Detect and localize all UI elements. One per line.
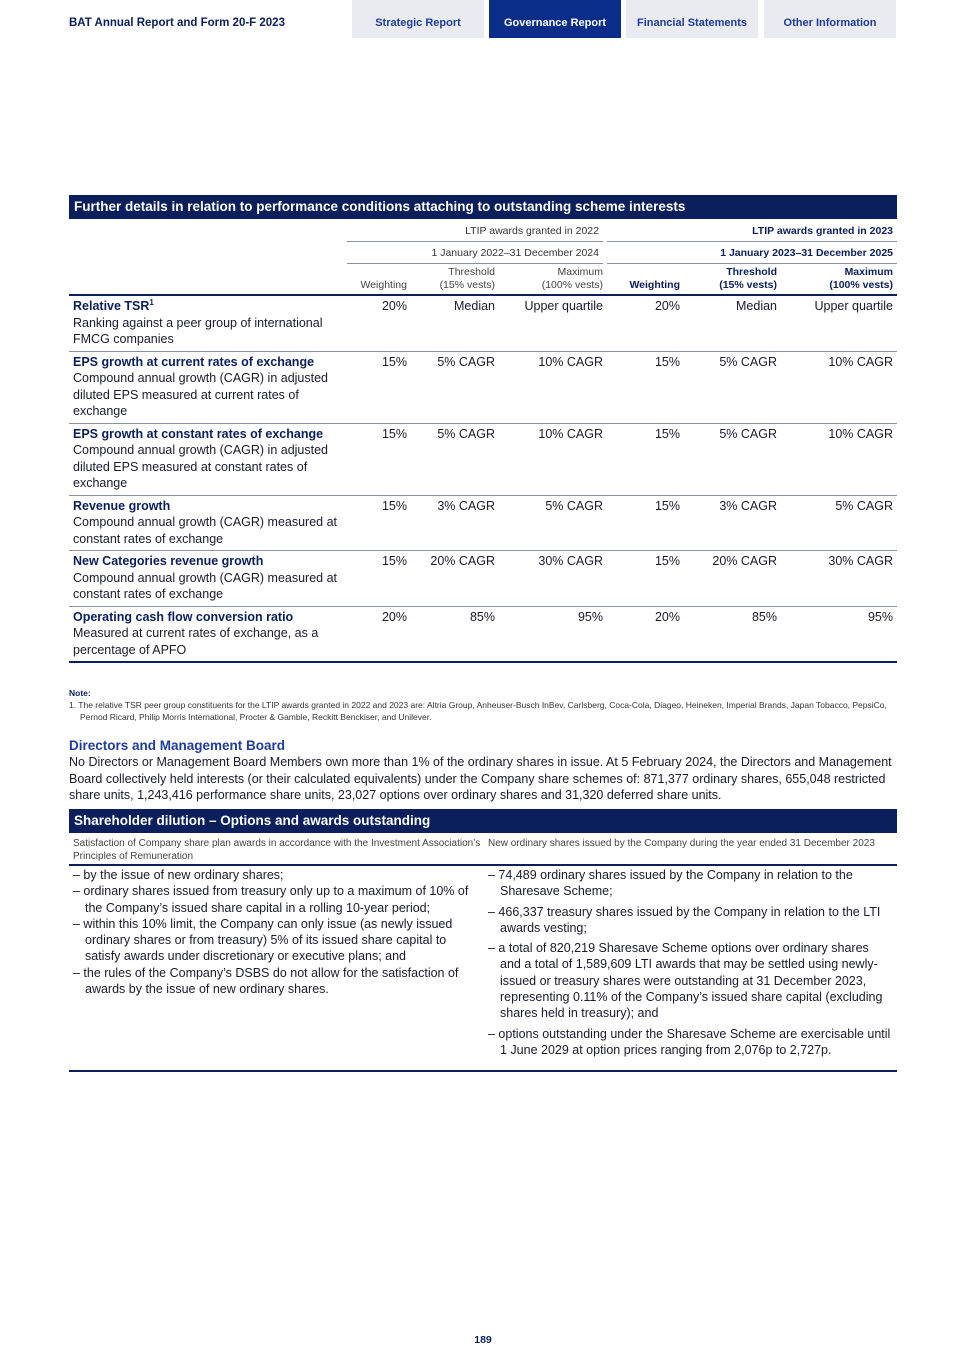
row-title <box>73 298 344 315</box>
col-threshold-2022 <box>407 266 495 292</box>
cell-weighting-2023: 15% <box>654 354 680 369</box>
dilution-right-column <box>488 867 893 1062</box>
row-title: Revenue growth <box>73 498 171 513</box>
group2-period: 1 January 2023–31 December 2025 <box>720 247 893 259</box>
cell-maximum-2022: 10% CAGR <box>538 354 603 369</box>
cell-threshold-2023: 85% <box>751 609 777 624</box>
cell-maximum-2022: Upper quartile <box>524 299 603 313</box>
table-row <box>69 551 897 607</box>
row-description: Ranking against a peer group of international FMCG companies <box>73 315 323 346</box>
cell-maximum-2022: 30% CAGR <box>538 554 603 568</box>
directors-section <box>69 738 897 804</box>
row-description: Compound annual growth (CAGR) in adjusted diluted EPS measured at constant rates of exchange <box>73 443 328 490</box>
dilution-header-row <box>69 834 897 866</box>
row-label <box>69 496 344 551</box>
table-row <box>69 496 897 552</box>
cell-maximum-2022: 95% <box>577 609 603 624</box>
row-label <box>69 424 344 495</box>
cell-threshold-2022: 5% CAGR <box>437 426 495 441</box>
cell-threshold-2023: 20% CAGR <box>712 554 777 568</box>
group-title-row <box>69 220 897 242</box>
row-label <box>69 352 344 423</box>
col-maximum-2022-line1: Maximum <box>557 266 603 278</box>
row-label <box>69 607 344 662</box>
table-row <box>69 607 897 664</box>
row-label <box>69 551 344 606</box>
col-weighting-2023: Weighting <box>629 279 680 291</box>
col-maximum-2022 <box>495 266 603 292</box>
cell-weighting-2023: 15% <box>654 554 680 568</box>
list-item: – options outstanding under the Sharesave Scheme are exercisable until 1 June 2029 at option prices ranging from 2,076p to 2,727p. <box>488 1026 891 1057</box>
column-header-row <box>69 264 897 296</box>
list-item: – by the issue of new ordinary shares; <box>73 868 284 882</box>
directors-heading: Directors and Management Board <box>69 738 286 753</box>
note-item: 1. The relative TSR peer group constituents for the LTIP awards granted in 2022 and 2023 are: Altria Group, Anheuser-Busch InBev, Carlsberg, Coca-Cola, Diageo, Heineken, Imperial Brands, Japan Tobacco, PepsiCo, Pernod Ricard, Philip Morris International, Procter & Gamble, Reckitt Benckiser, and Unilever. <box>69 700 887 722</box>
footnote <box>69 687 897 723</box>
row-label <box>69 296 344 351</box>
group-period-row <box>69 242 897 264</box>
row-description: Compound annual growth (CAGR) measured at constant rates of exchange <box>73 515 338 546</box>
table-row <box>69 424 897 496</box>
dilution-left-header: Satisfaction of Company share plan awards in accordance with the Investment Association’s Principles of Remuneration <box>73 838 481 862</box>
note-heading: Note: <box>69 688 91 698</box>
tab-other-information[interactable]: Other Information <box>764 0 896 38</box>
cell-weighting-2022: 15% <box>381 426 407 441</box>
row-description: Compound annual growth (CAGR) measured at constant rates of exchange <box>73 570 338 601</box>
table-row <box>69 296 897 352</box>
performance-conditions-table <box>69 220 897 663</box>
col-maximum-2022-line2: (100% vests) <box>541 279 603 291</box>
col-maximum-2023 <box>777 266 893 292</box>
cell-maximum-2022: 5% CAGR <box>545 498 603 513</box>
cell-maximum-2023: 10% CAGR <box>828 426 893 441</box>
row-title-text: Relative TSR <box>73 299 150 313</box>
row-description: Compound annual growth (CAGR) in adjusted diluted EPS measured at current rates of exchange <box>73 371 328 418</box>
group2-title: LTIP awards granted in 2023 <box>752 225 893 237</box>
cell-weighting-2022: 20% <box>381 609 407 624</box>
cell-maximum-2023: 10% CAGR <box>828 354 893 369</box>
cell-maximum-2023: 30% CAGR <box>828 554 893 568</box>
group1-period: 1 January 2022–31 December 2024 <box>431 247 599 259</box>
directors-text: No Directors or Management Board Members own more than 1% of the ordinary shares in issue. At 5 February 2024, the Directors and Management Board collectively held interests (or their calculated equivalents) under the Company share schemes of: 871,377 ordinary shares, 655,048 restricted share units, 1,243,416 performance share units, 23,027 options over ordinary shares and 31,320 deferred share units. <box>69 755 892 802</box>
cell-weighting-2023: 15% <box>654 498 680 513</box>
col-threshold-2023-line1: Threshold <box>726 266 777 278</box>
cell-weighting-2022: 15% <box>381 354 407 369</box>
list-item: – a total of 820,219 Sharesave Scheme options over ordinary shares and a total of 1,589,609 LTI awards that may be settled using newly-issued or treasury shares were outstanding at 31 December 2023, representing 0.11% of the Company’s issued share capital (excluding shares held in treasury); and <box>488 941 883 1021</box>
list-item: – within this 10% limit, the Company can only issue (as newly issued ordinary shares or from treasury) 5% of its issued share capital to satisfy awards under discretionary or executive plans; and <box>73 916 453 964</box>
cell-threshold-2022: Median <box>454 299 495 313</box>
cell-weighting-2022: 15% <box>381 554 407 568</box>
col-threshold-2022-line1: Threshold <box>448 266 495 278</box>
list-item: – ordinary shares issued from treasury only up to a maximum of 10% of the Company’s issued share capital in a rolling 10-year period; <box>73 884 469 915</box>
col-threshold-2023-line2: (15% vests) <box>719 279 777 291</box>
col-threshold-2023 <box>680 266 777 292</box>
row-title: Operating cash flow conversion ratio <box>73 609 294 624</box>
cell-threshold-2022: 5% CAGR <box>437 354 495 369</box>
tab-strategic-report[interactable]: Strategic Report <box>352 0 484 38</box>
col-maximum-2023-line2: (100% vests) <box>829 279 893 291</box>
cell-threshold-2022: 85% <box>469 609 495 624</box>
cell-maximum-2023: Upper quartile <box>814 299 893 313</box>
tab-financial-statements[interactable]: Financial Statements <box>626 0 758 38</box>
col-maximum-2023-line1: Maximum <box>844 266 893 278</box>
list-item: – 74,489 ordinary shares issued by the Company in relation to the Sharesave Scheme; <box>488 868 853 899</box>
row-title: New Categories revenue growth <box>73 554 264 568</box>
cell-maximum-2022: 10% CAGR <box>538 426 603 441</box>
cell-weighting-2023: 15% <box>654 426 680 441</box>
dilution-right-header: New ordinary shares issued by the Company during the year ended 31 December 2023 <box>488 838 875 849</box>
col-threshold-2022-line2: (15% vests) <box>439 279 495 291</box>
cell-weighting-2022: 20% <box>381 299 407 313</box>
document-title: BAT Annual Report and Form 20-F 2023 <box>69 17 285 29</box>
group1-title: LTIP awards granted in 2022 <box>465 225 599 237</box>
cell-weighting-2023: 20% <box>654 609 680 624</box>
tab-governance-report[interactable]: Governance Report <box>489 0 621 38</box>
list-item: – the rules of the Company’s DSBS do not allow for the satisfaction of awards by the issue of new ordinary shares. <box>73 965 459 997</box>
cell-weighting-2023: 20% <box>654 299 680 313</box>
col-weighting-2022: Weighting <box>360 279 407 291</box>
cell-threshold-2022: 3% CAGR <box>437 498 495 513</box>
cell-threshold-2023: 3% CAGR <box>719 498 777 513</box>
cell-threshold-2023: Median <box>736 299 777 313</box>
list-item: – 466,337 treasury shares issued by the Company in relation to the LTI awards vesting; <box>488 904 881 935</box>
cell-threshold-2023: 5% CAGR <box>719 426 777 441</box>
cell-maximum-2023: 95% <box>867 609 893 624</box>
dilution-table <box>69 834 897 1072</box>
dilution-body <box>69 866 897 1072</box>
row-description: Measured at current rates of exchange, as a percentage of APFO <box>73 626 319 657</box>
top-navigation <box>0 0 966 38</box>
dilution-section-title: Shareholder dilution – Options and awards outstanding <box>69 809 897 833</box>
cell-threshold-2022: 20% CAGR <box>430 554 495 568</box>
footnote-ref: 1 <box>149 297 154 307</box>
row-title: EPS growth at constant rates of exchange <box>73 426 324 441</box>
table-row <box>69 352 897 424</box>
cell-weighting-2022: 15% <box>381 498 407 513</box>
performance-section-title: Further details in relation to performance conditions attaching to outstanding scheme interests <box>69 195 897 219</box>
row-title: EPS growth at current rates of exchange <box>73 354 315 369</box>
cell-threshold-2023: 5% CAGR <box>719 354 777 369</box>
page-number: 189 <box>474 1334 492 1346</box>
cell-maximum-2023: 5% CAGR <box>835 498 893 513</box>
dilution-left-column <box>73 867 485 997</box>
